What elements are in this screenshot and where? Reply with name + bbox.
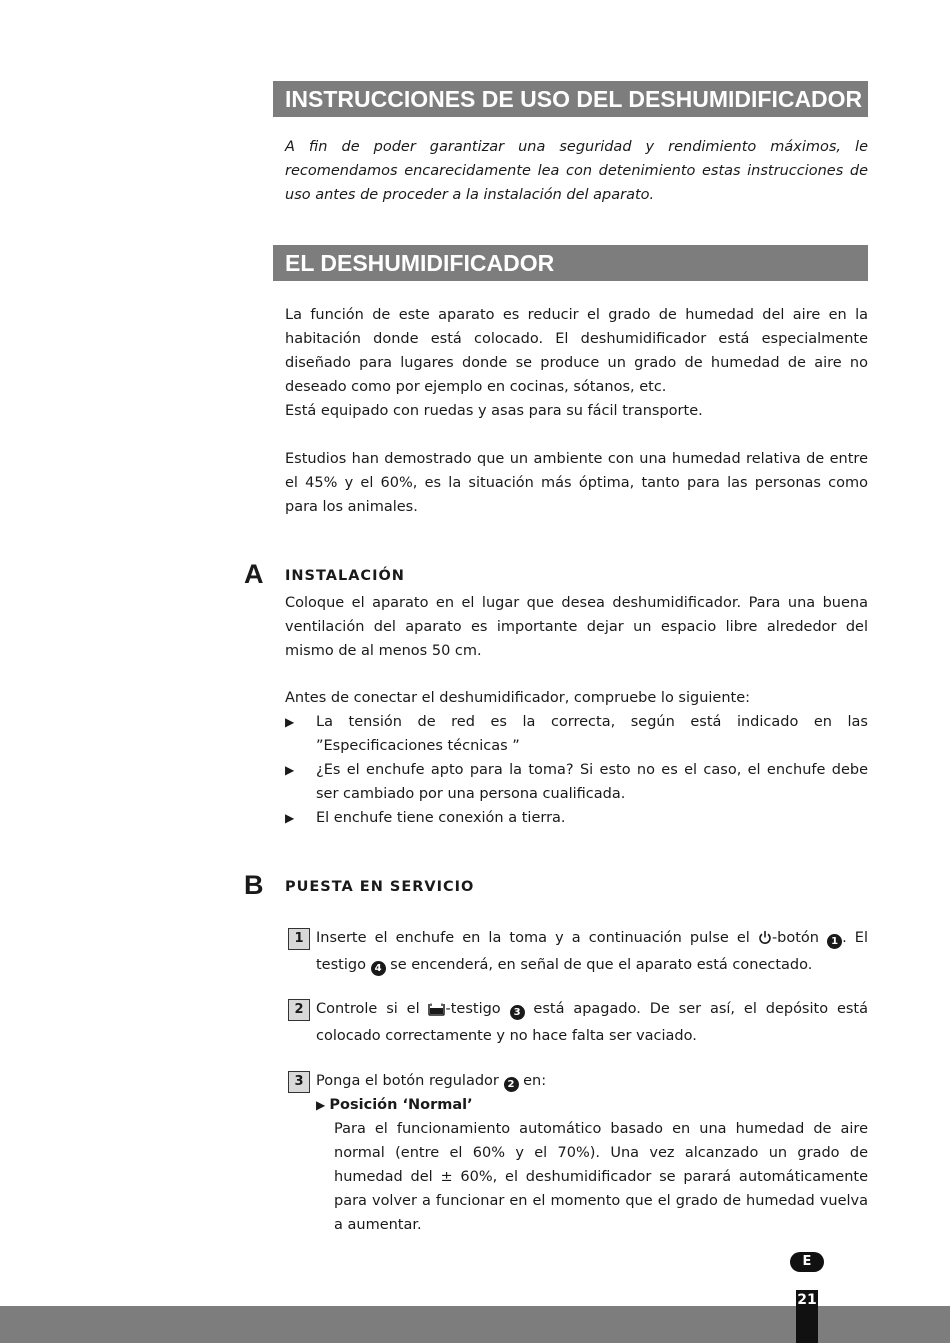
description-paragraph-1: La función de este aparato es reducir el grado de humedad del aire en la habitación donde está colocado. El deshumidificador está especialmente diseñado para lugares donde se produce un grado de humedad de aire no deseado como por ejemplo en cocinas, sótanos, etc. <box>285 307 868 395</box>
water-tank-icon <box>428 1000 445 1024</box>
step-3-text: Ponga el botón regulador 2 en: <box>316 1073 547 1090</box>
power-icon <box>758 929 772 953</box>
installation-paragraph-1: Coloque el aparato en el lugar que desea deshumidificador. Para una buena ventilación del aparato es importante dejar un espacio libre alrededor del mismo de al menos 50 cm. <box>285 595 868 659</box>
normal-position-description: Para el funcionamiento automático basado en una humedad de aire normal (entre el 60% y el 70%). Una vez alcanzado un grado de humedad del ± 60%, el deshumidificador se parará automáticamente para volver a funcionar en el momento que el grado de humedad vuelva a aumentar. <box>334 1121 868 1233</box>
step-1-text: Inserte el enchufe en la toma y a continuación pulse el -botón 1 . El testigo 4 se encenderá, en señal de que el aparato está conectado. <box>316 930 868 974</box>
list-item <box>285 806 868 830</box>
sub-heading-normal: ▶ Posición ‘Normal’ <box>316 1097 473 1113</box>
list-item-text: ¿Es el enchufe apto para la toma? Si esto no es el caso, el enchufe debe ser cambiado por una persona cualificada. <box>316 762 868 802</box>
section-title-installation: INSTALACIÓN <box>285 568 405 584</box>
step-number-1: 1 <box>288 928 310 950</box>
step-number-3: 3 <box>288 1071 310 1093</box>
play-arrow-icon: ▶ <box>285 763 295 777</box>
description-paragraph-3: Estudios han demostrado que un ambiente con una humedad relativa de entre el 45% y el 60%, es la situación más óptima, tanto para las personas como para los animales. <box>285 451 868 515</box>
list-item-text: La tensión de red es la correcta, según está indicado en las ”Especificaciones técnicas ” <box>316 714 868 754</box>
page-number: 21 <box>796 1290 818 1343</box>
play-arrow-icon: ▶ <box>316 1098 330 1112</box>
callout-number: 1 <box>827 934 842 949</box>
callout-number: 4 <box>371 961 386 976</box>
section-letter-b: B <box>244 870 264 900</box>
installation-paragraph-2: Antes de conectar el deshumidificador, compruebe lo siguiente: <box>285 690 751 706</box>
page-title: INSTRUCCIONES DE USO DEL DESHUMIDIFICADOR <box>273 81 868 117</box>
callout-number: 3 <box>510 1005 525 1020</box>
section-letter-a: A <box>244 559 264 589</box>
play-arrow-icon: ▶ <box>285 811 295 825</box>
step-number-2: 2 <box>288 999 310 1021</box>
list-item <box>285 710 868 758</box>
intro-paragraph: A fin de poder garantizar una seguridad y rendimiento máximos, le recomendamos encarecidamente lea con detenimiento estas instrucciones de uso antes de proceder a la instalación del aparato. <box>285 139 868 203</box>
section-title-startup: PUESTA EN SERVICIO <box>285 879 475 895</box>
list-item <box>285 758 868 806</box>
callout-number: 2 <box>504 1077 519 1092</box>
description-paragraph-2: Está equipado con ruedas y asas para su fácil transporte. <box>285 403 703 419</box>
list-item-text: El enchufe tiene conexión a tierra. <box>316 810 566 826</box>
play-arrow-icon: ▶ <box>285 715 295 729</box>
step-2-text: Controle si el -testigo 3 está apagado. De ser así, el depósito está colocado correctamente y no hace falta ser vaciado. <box>316 1001 868 1044</box>
section-title-dehumidifier: EL DESHUMIDIFICADOR <box>273 245 868 281</box>
language-badge: E <box>790 1252 824 1272</box>
